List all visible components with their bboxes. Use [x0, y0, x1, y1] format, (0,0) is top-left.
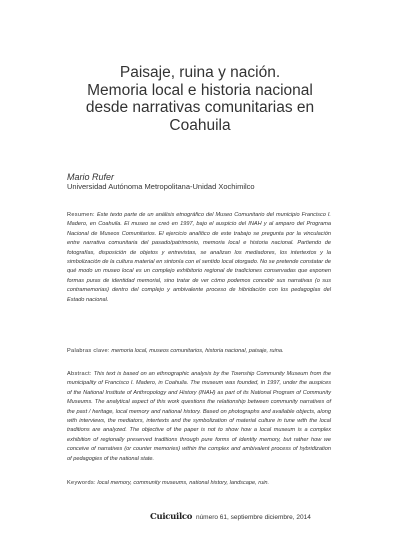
palabras-clave-text: memoria local, museos comunitarios, historia nacional, paisaje, ruina.: [111, 348, 284, 354]
title-line: Coahuila: [169, 116, 231, 134]
palabras-clave-paragraph: [67, 347, 331, 356]
title-line: Paisaje, ruina y nación.: [119, 64, 281, 81]
resumen-label: Resumen:: [67, 212, 95, 218]
resumen-text: Este texto parte de un análisis etnográfico del Museo Comunitario del municipio Francisco I. Madero, en Coahuila. El museo se creó en 1997, bajo el auspicio del INAH y al amparo del Programa Nacional de Museos Comunitarios. El ejercicio analítico de este trabajo se pregunta por la vinculación entre narrativa comunitaria del pasado/patrimonio, memoria local e historia nacional. Partiendo de fotografías, disposición de objetos y entrevistas, se analizan los mediadores, los intertextos y la simbolización de la cultura material en sintonía con el sentido local otorgado. No se pretende constatar de qué modo un museo local es un complejo exhibitorio regional de tradiciones conservadas que exponen formas puras de identidad memorial, sino tratar de ver cómo podemos concebir sus narrativas (o sus contramemorias) dentro del complejo y ambivalente proceso de hibridación con los pedagogías del Estado nacional.: [67, 212, 331, 303]
title-line: Memoria local e historia nacional: [87, 81, 313, 99]
palabras-clave-label: Palabras clave:: [67, 348, 110, 354]
keywords-paragraph: [67, 479, 331, 488]
keywords-text: local memory, community museums, national history, landscape, ruin.: [97, 480, 270, 486]
abstract-paragraph: [67, 370, 331, 464]
page-footer: [150, 512, 311, 522]
abstract-label: Abstract:: [67, 371, 92, 377]
journal-logo: Cuicuilco: [150, 512, 193, 522]
article-title: [60, 64, 340, 134]
keywords-label: Keywords:: [67, 480, 96, 486]
abstract-text: This text is based on an ethnographic analysis by the Township Community Museum from the municipality of Francisco I. Madero, in Coahuila. The museum was founded, in 1997, under the auspices of the National Institute of Anthropology and History (INAH) as part of its National Program of Community Museums. The analytical aspect of this work questions the relationship between community narratives of the past / heritage, local memory and national history. Based on photographs and available objects, along with interviews, the mediators, intertexts and the symbolization of material culture in tune with the local traditions are analyzed. The objective of the paper is not to show how a local museum is a complex exhibition of regionally preserved traditions through pure forms of identity memory, but rather how we conceive of narratives (or counter memories) within the complex and ambivalent process of hybridization of pedagogies of the national state.: [67, 371, 331, 462]
author-affiliation: Universidad Autónoma Metropolitana-Unidad Xochimilco: [67, 182, 255, 191]
issue-info: número 61, septiembre diciembre, 2014: [195, 514, 311, 521]
author-name: Mario Rufer: [67, 172, 115, 182]
title-line: desde narrativas comunitarias en: [85, 99, 315, 116]
resumen-paragraph: [67, 211, 331, 305]
